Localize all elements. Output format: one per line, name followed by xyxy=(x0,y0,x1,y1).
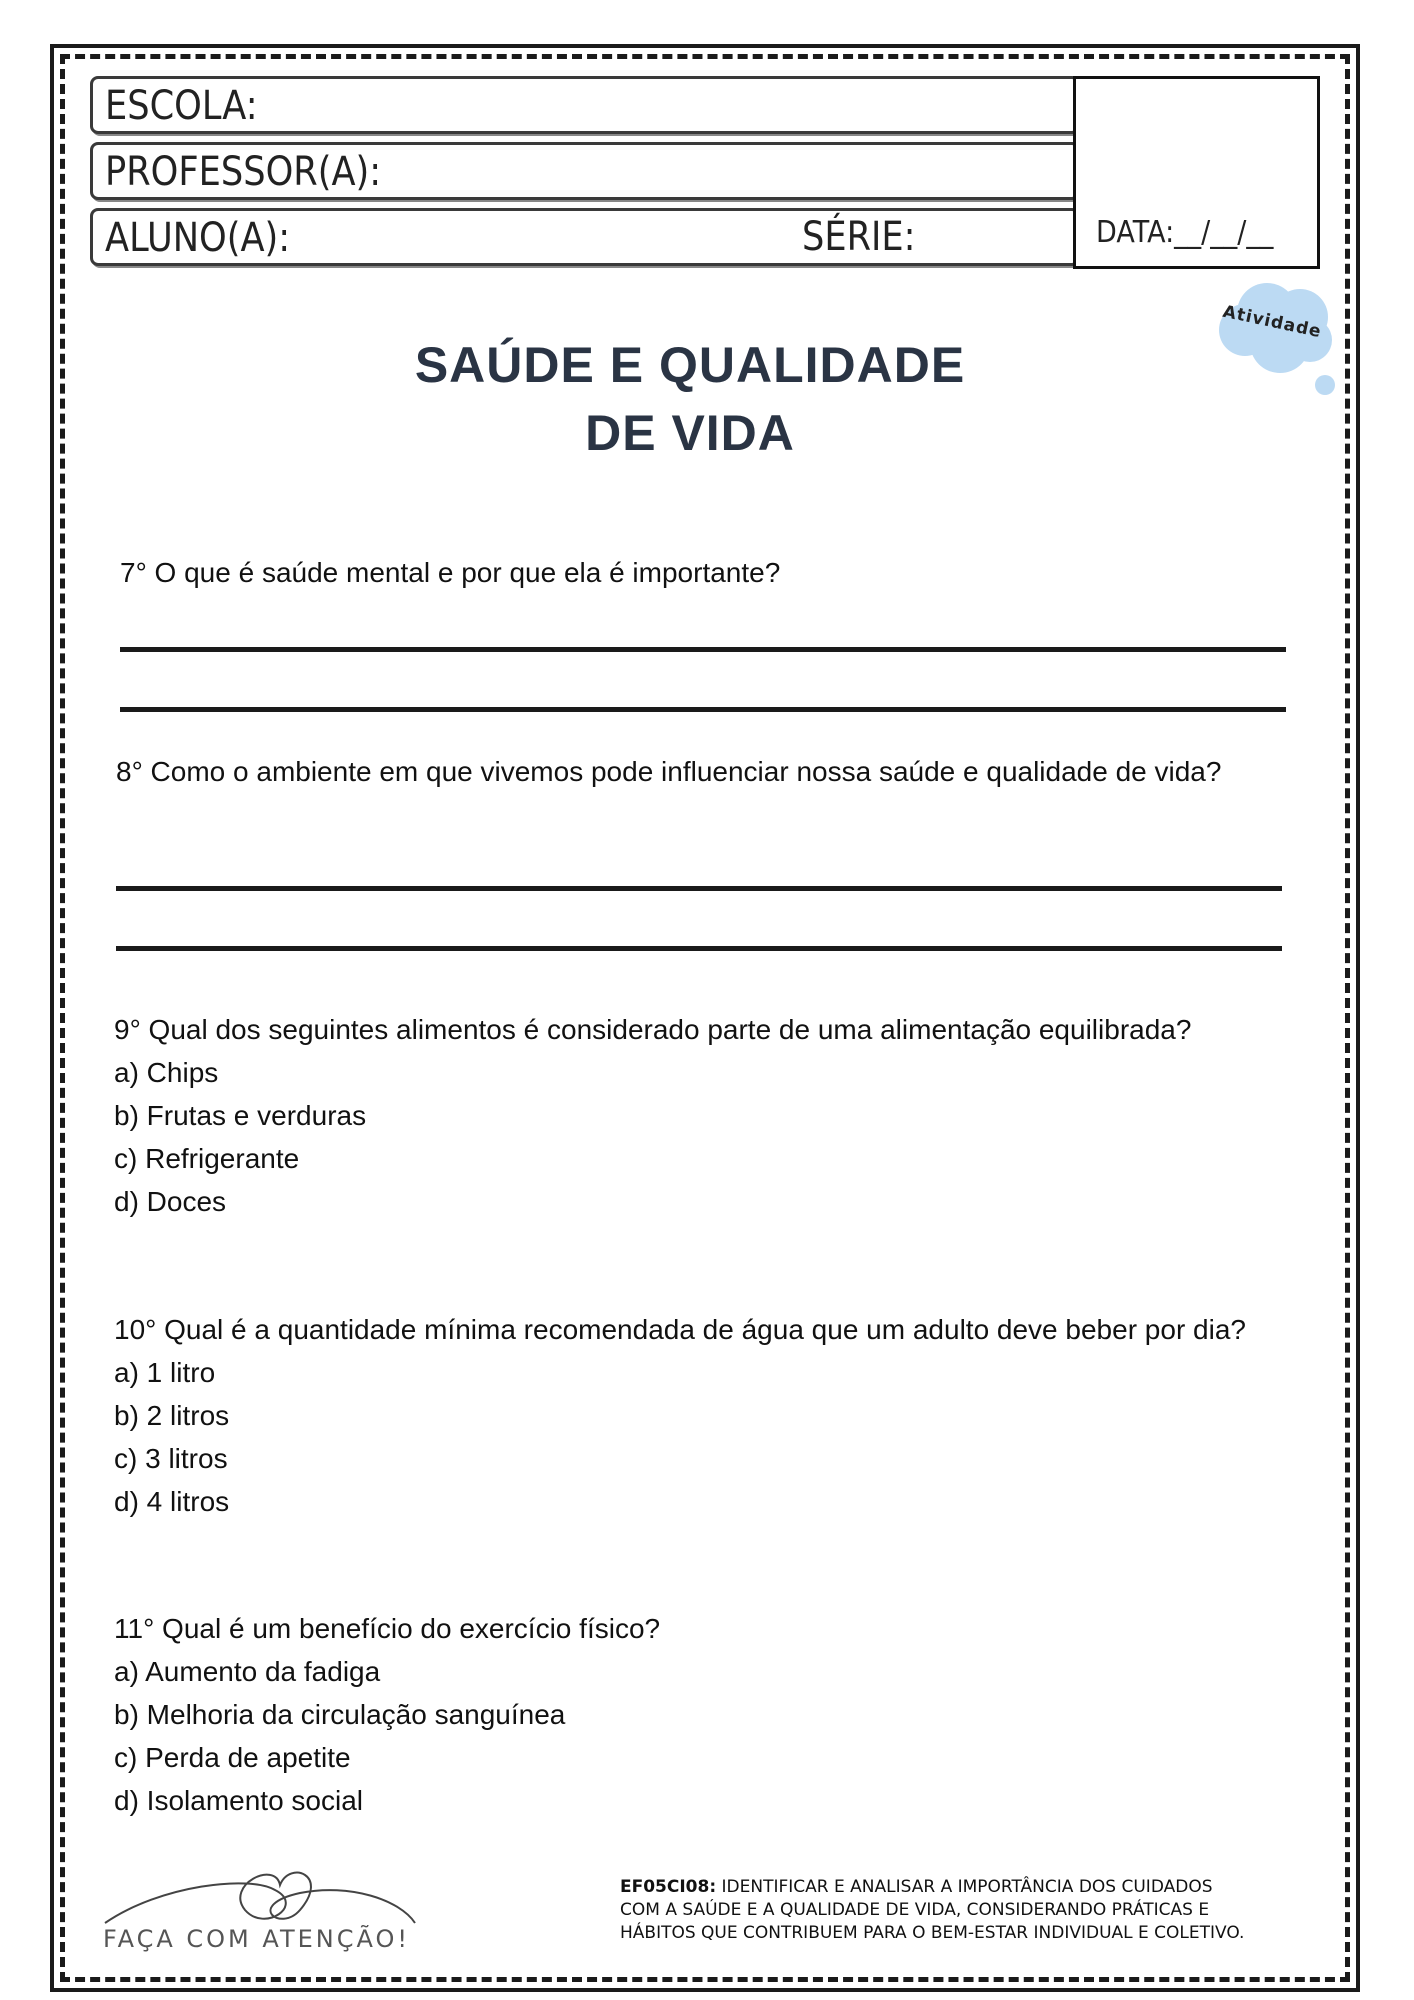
question-9 xyxy=(114,1008,1214,1223)
option-a[interactable]: a) Aumento da fadiga xyxy=(114,1656,381,1687)
data-box[interactable] xyxy=(1073,76,1320,269)
question-11 xyxy=(114,1607,1264,1822)
answer-line[interactable] xyxy=(116,886,1282,891)
option-a[interactable]: a) 1 litro xyxy=(114,1357,216,1388)
question-7 xyxy=(120,551,1270,594)
option-a[interactable]: a) Chips xyxy=(114,1057,219,1088)
escola-field[interactable] xyxy=(90,76,1080,134)
footer-skill-description xyxy=(620,1876,1250,1945)
skill-code: EF05CI08: xyxy=(620,1877,717,1897)
option-c[interactable]: c) Refrigerante xyxy=(114,1143,300,1174)
question-10 xyxy=(114,1308,1264,1523)
answer-line[interactable] xyxy=(120,707,1286,712)
professor-field[interactable] xyxy=(90,142,1080,200)
question-8 xyxy=(116,750,1286,793)
option-c[interactable]: c) 3 litros xyxy=(114,1443,228,1474)
question-text: 8° Como o ambiente em que vivemos pode influenciar nossa saúde e qualidade de vida? xyxy=(116,756,1222,787)
question-text: 10° Qual é a quantidade mínima recomendada de água que um adulto deve beber por dia? xyxy=(114,1314,1246,1345)
badge-label: Atividade xyxy=(1221,301,1324,343)
option-d[interactable]: d) 4 litros xyxy=(114,1486,230,1517)
professor-label: PROFESSOR(A): xyxy=(105,149,382,195)
option-d[interactable]: d) Isolamento social xyxy=(114,1785,364,1816)
aluno-label: ALUNO(A): xyxy=(105,215,291,261)
aluno-field[interactable] xyxy=(90,208,1080,266)
data-label: DATA:__/__/__ xyxy=(1096,215,1274,250)
option-c[interactable]: c) Perda de apetite xyxy=(114,1742,351,1773)
page-title-line1: SAÚDE E QUALIDADE xyxy=(414,337,966,393)
question-text: 9° Qual dos seguintes alimentos é considerado parte de uma alimentação equilibrada? xyxy=(114,1014,1192,1045)
option-b[interactable]: b) Melhoria da circulação sanguínea xyxy=(114,1699,566,1730)
page-title-line2: DE VIDA xyxy=(585,405,795,461)
serie-label: SÉRIE: xyxy=(802,214,916,260)
question-text: 7° O que é saúde mental e por que ela é importante? xyxy=(120,557,781,588)
answer-line[interactable] xyxy=(120,647,1286,652)
skill-text: IDENTIFICAR E ANALISAR A IMPORTÂNCIA DOS CUIDADOS COM A SAÚDE E A QUALIDADE DE VIDA, CONSIDERANDO PRÁTICAS E HÁBITOS QUE CONTRIBUEM PARA O BEM-ESTAR INDIVIDUAL E COLETIVO. xyxy=(620,1877,1245,1943)
question-text: 11° Qual é um benefício do exercício físico? xyxy=(114,1613,661,1644)
escola-label: ESCOLA: xyxy=(105,83,258,129)
option-b[interactable]: b) 2 litros xyxy=(114,1400,230,1431)
answer-line[interactable] xyxy=(116,946,1282,951)
option-b[interactable]: b) Frutas e verduras xyxy=(114,1100,367,1131)
footer-logo-text: FAÇA COM ATENÇÃO! xyxy=(103,1925,410,1953)
option-d[interactable]: d) Doces xyxy=(114,1186,227,1217)
